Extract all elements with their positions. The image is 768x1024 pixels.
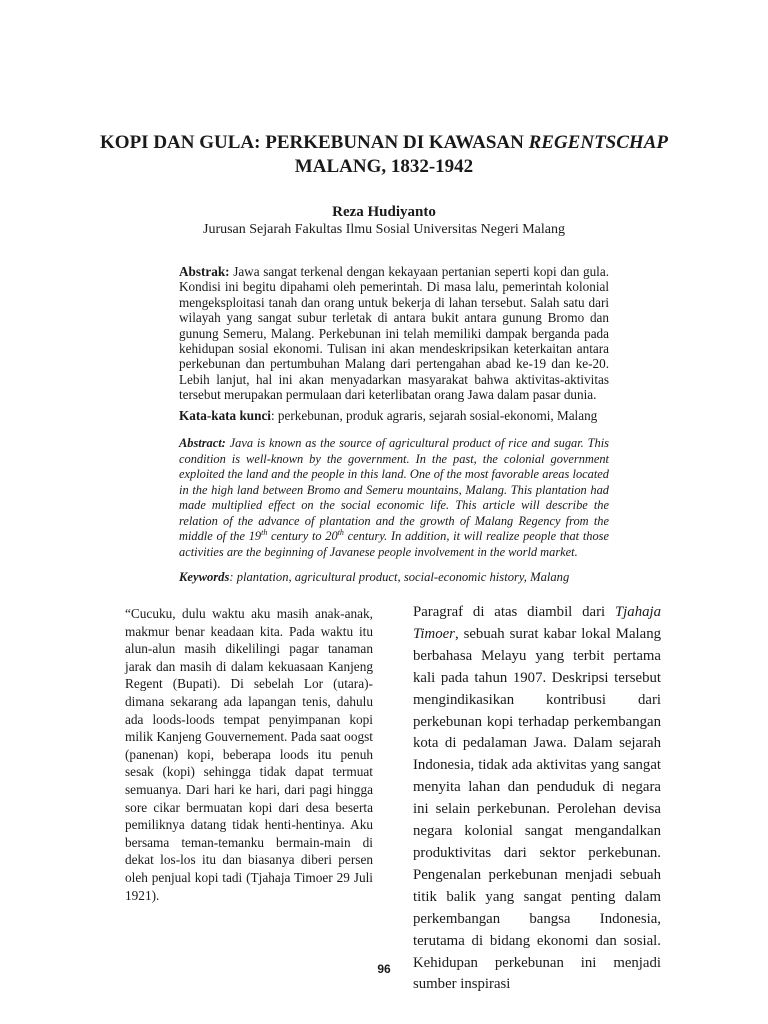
abstract-en-text-1: Java is known as the source of agricultural product of rice and sugar. This condition is well-known by the government. In the past, the colonial government exploited the land and the people in this land. One of the most favorable areas located in the high land between Bromo and Semeru mountains, Malang. This plantation had made multiplied effect on the social economic life. This article will describe the relation of the advance of plantation and the growth of Malang Regency from the middle of the 19 [179,436,609,543]
body-prefix: Paragraf di atas diambil dari [413,604,615,620]
author-affiliation: Jurusan Sejarah Fakultas Ilmu Sosial Universitas Negeri Malang [203,222,565,237]
paper-title [60,131,708,179]
keywords-id-label: Kata-kata kunci [179,408,271,423]
abstract-english [179,436,609,560]
body-newspaper-name: Tjahaja Timoer [413,604,661,642]
keywords-english [179,569,609,585]
keywords-indonesian [179,408,609,424]
abstract-indonesian [179,264,609,403]
abstract-en-sup-2: th [337,527,344,537]
title-line1-italic: REGENTSCHAP [528,132,668,153]
title-line1-prefix: KOPI DAN GULA: PERKEBUNAN DI KAWASAN [100,132,529,153]
keywords-id-text: : perkebunan, produk agraris, sejarah sosial-ekonomi, Malang [270,408,598,423]
keywords-en-text: : plantation, agricultural product, social-economic history, Malang [229,570,570,584]
page-number: 96 [377,962,391,976]
abstract-en-label: Abstract: [179,436,226,450]
title-line2: MALANG, 1832-1942 [294,156,474,177]
keywords-en-label: Keywords [179,570,230,584]
abstract-id-text: Jawa sangat terkenal dengan kekayaan pertanian seperti kopi dan gula. Kondisi ini begitu dipahami oleh pemerintah. Di masa lalu, pemerintah kolonial mengeksploitasi tanah dan orang untuk bekerja di lahan tersebut. Salah satu dari wilayah yang sangat subur terletak di antara bukit antara gunung Bromo dan gunung Semeru, Malang. Perkebunan ini telah memiliki dampak berganda pada kehidupan sosial ekonomi. Tulisan ini akan mendeskripsikan keterkaitan antara perkebunan dan pertumbuhan Malang dari pertengahan abad ke-19 dan ke-20. Lebih lanjut, hal ini akan menyadarkan masyarakat bahwa aktivitas-aktivitas tersebut merupakan permulaan dari keterlibatan orang Jawa dalam pasar dunia. [179,264,609,403]
author-name: Reza Hudiyanto [332,204,436,220]
abstract-en-text-3: century. In addition, it will realize people that those activities are the beginning of Javanese people involvement in the world market. [179,529,609,559]
abstract-en-text-2: century to 20 [267,529,338,543]
opening-quote: “Cucuku, dulu waktu aku masih anak-anak, makmur benar keadaan kita. Pada waktu itu alun-alun masih dikelilingi pagar tanaman jarak dan masih di dalam kekuasaan Kanjeng Regent (Bupati). Di sebelah Lor (utara)- dimana sekarang ada lapangan tenis, dahulu ada loods-loods tempat penyimpanan kopi milik Kanjeng Gouvernement. Pada saat oogst (panenan) kopi, beberapa loods itu penuh sesak (kopi) sehingga tidak dapat termuat semuanya. Dari hari ke hari, dari pagi hingga sore cikar bermuatan kopi dari desa beserta pemiliknya datang tidak henti-hentinya. Aku bersama teman-temanku bermain-main di dekat los-los itu dan biasanya diberi persen oleh penjual kopi tadi (Tjahaja Timoer 29 Juli 1921). [125,606,373,903]
body-paragraph [413,602,661,996]
body-rest: , sebuah surat kabar lokal Malang berbahasa Melayu yang terbit pertama kali pada tahun 1907. Deskripsi tersebut mengindikasikan kontribusi dari perkebunan kopi terhadap perkembangan kota di pedalaman Jawa. Dalam sejarah Indonesia, tidak ada aktivitas yang sangat menyita lahan dan penduduk di negara ini selain perkebunan. Perolehan devisa negara kolonial sangat mengandalkan produktivitas dari sektor perkebunan. Pengenalan perkebunan menjadi sebuah titik balik yang sangat penting dalam perkembangan bangsa Indonesia, terutama di bidang ekonomi dan sosial. Kehidupan perkebunan ini menjadi sumber inspirasi [413,625,661,993]
abstract-en-sup-1: th [261,527,268,537]
abstract-id-label: Abstrak: [179,264,230,279]
